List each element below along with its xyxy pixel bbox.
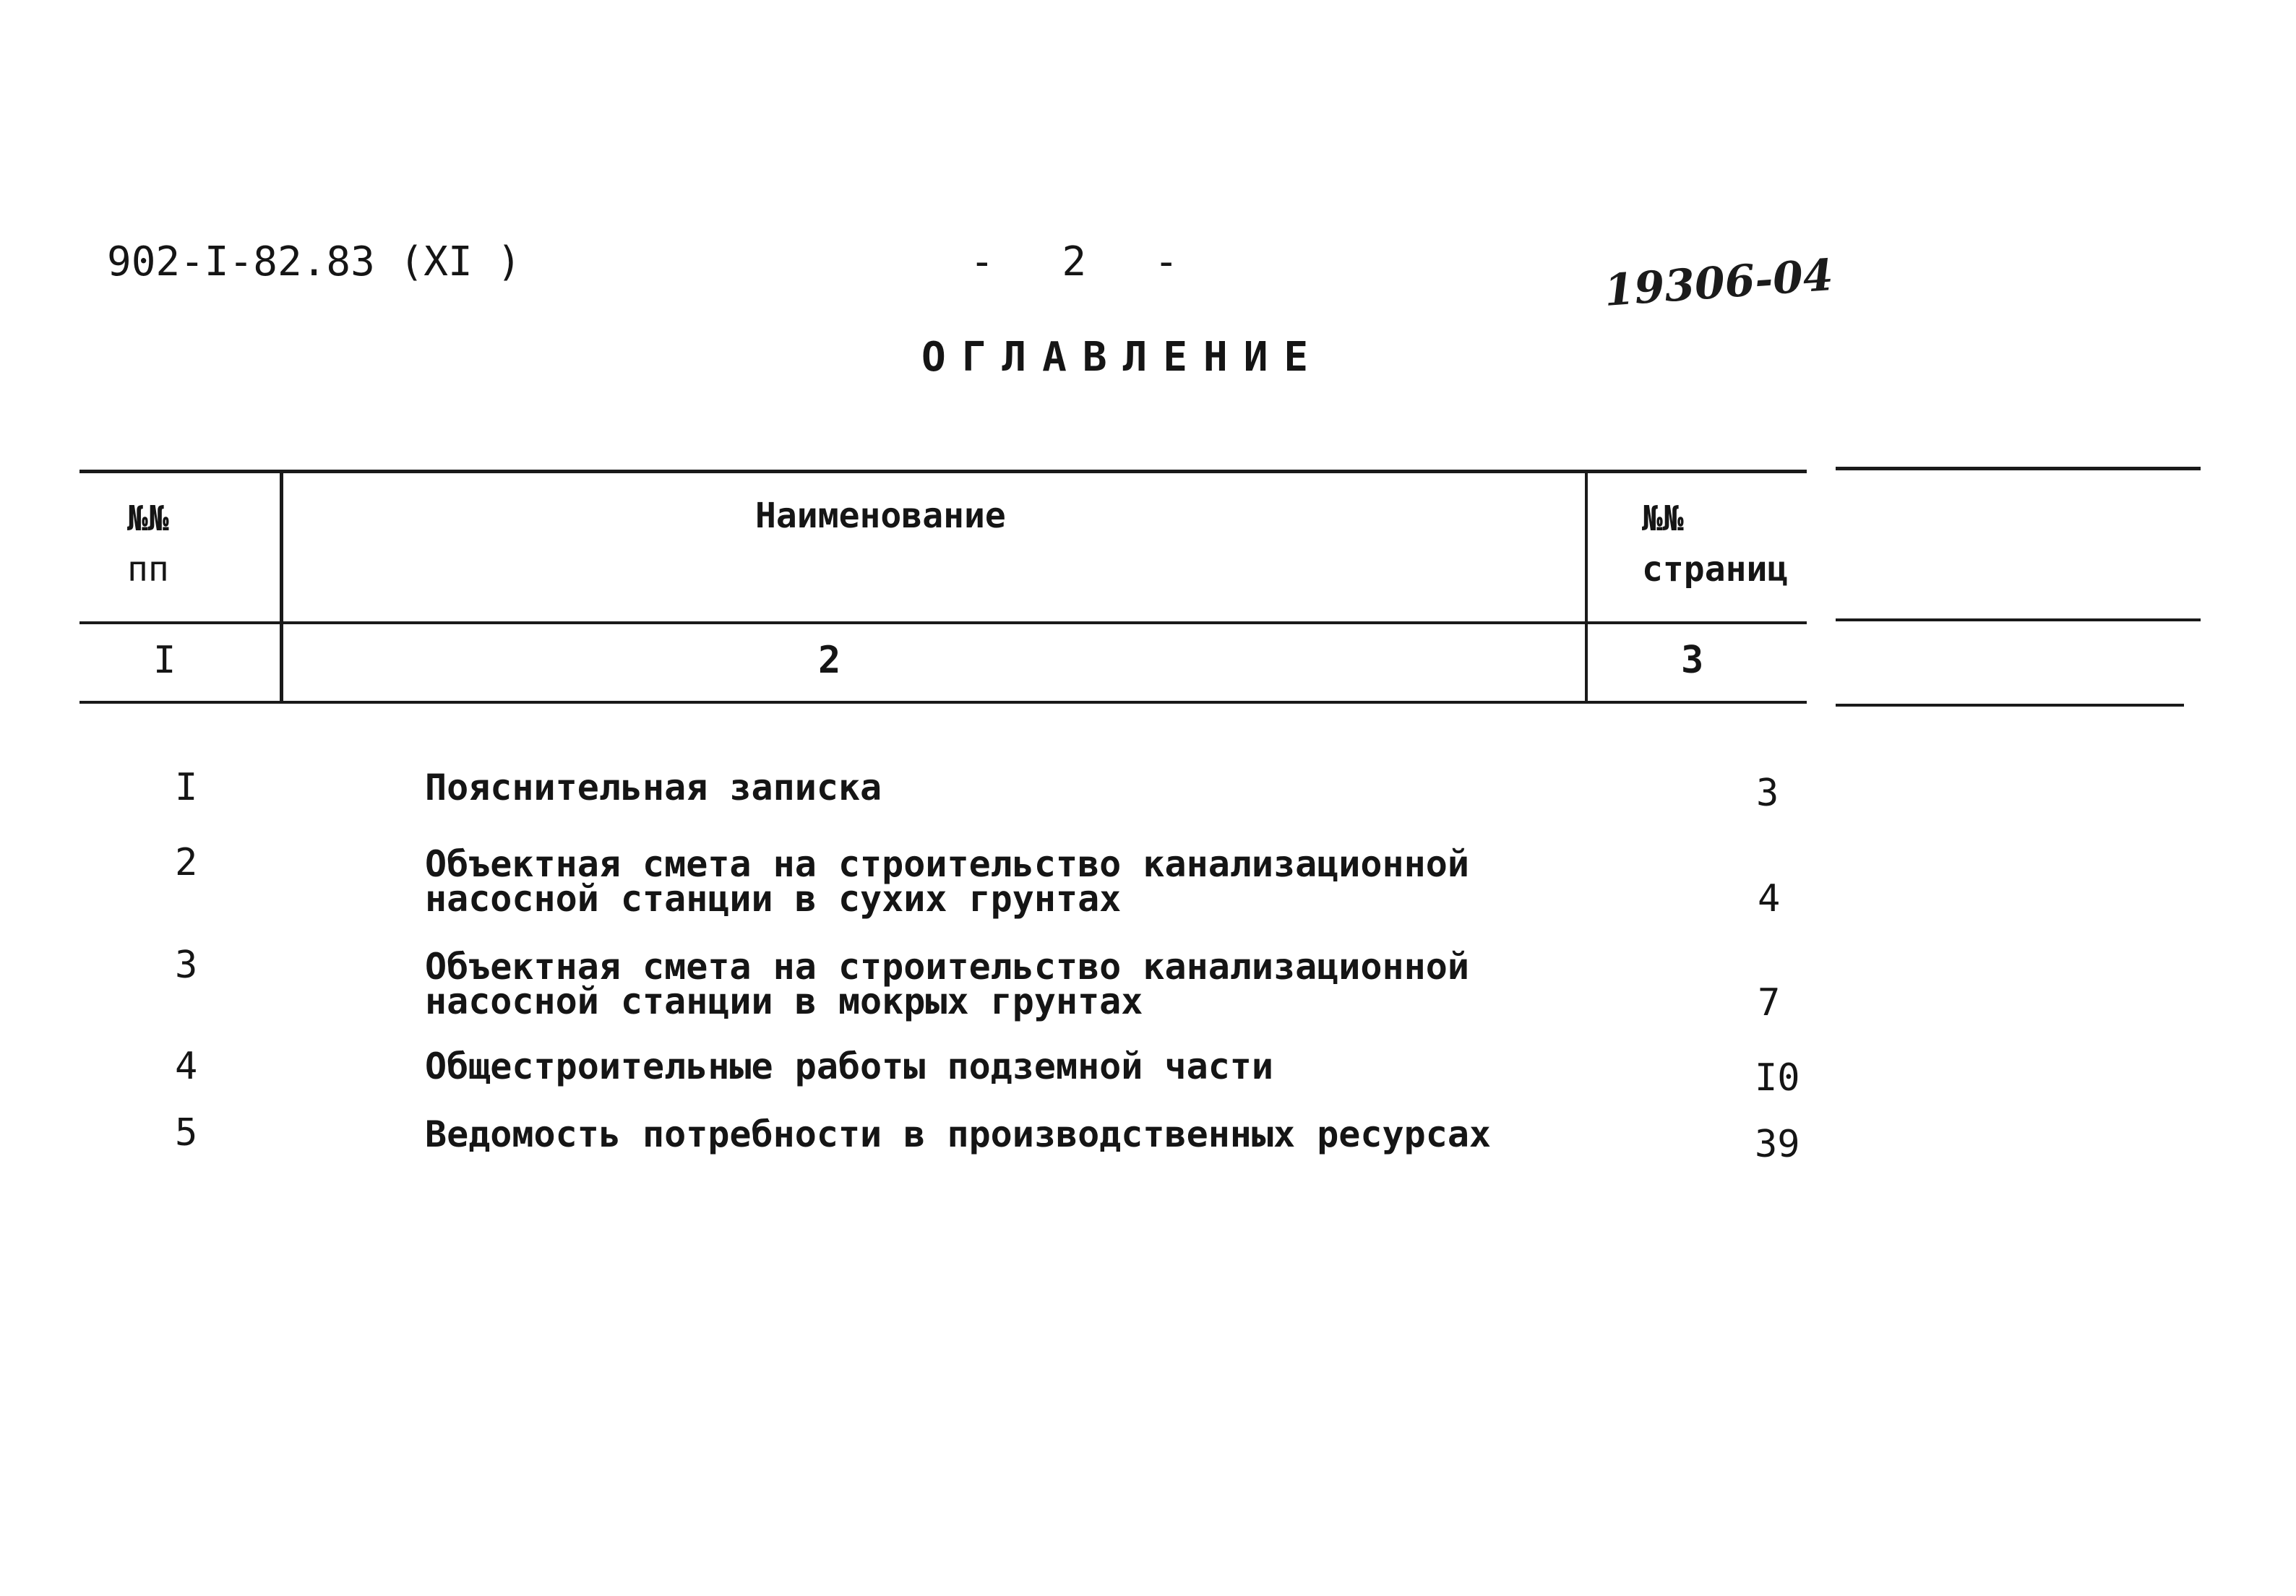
row-page: 39	[1755, 1123, 1800, 1166]
table-bottom-rule	[79, 701, 1807, 704]
row-number: 5	[175, 1111, 198, 1155]
row-number: 2	[175, 841, 198, 884]
table-top-rule-ext	[1836, 467, 2201, 470]
row-page: 7	[1758, 981, 1781, 1025]
row-title-line1: Объектная смета на строительство канализационной	[425, 843, 1469, 885]
page-number: - 2 -	[970, 238, 1200, 285]
row-number: I	[175, 766, 198, 809]
page-title: ОГЛАВЛЕНИЕ	[921, 334, 1325, 381]
document-code: 902-I-82.83 (XI )	[107, 238, 522, 285]
header-col-pages-line2: страниц	[1642, 549, 1789, 590]
row-title: Ведомость потребности в производственных ресурсах	[425, 1113, 1492, 1155]
row-page: 4	[1758, 877, 1781, 920]
table-col-divider-1	[280, 470, 283, 704]
row-number: 3	[175, 944, 198, 987]
table-col-divider-2	[1585, 470, 1588, 704]
header-col-pages-line1: №№	[1642, 499, 1684, 539]
table-header-rule-ext	[1836, 618, 2201, 621]
table-header-rule	[79, 621, 1807, 624]
row-title-line2: насосной станции в сухих грунтах	[425, 878, 1122, 920]
table-top-rule	[79, 470, 1807, 473]
row-title-line1: Объектная смета на строительство канализационной	[425, 946, 1469, 988]
row-page: I0	[1755, 1056, 1800, 1100]
header-col-name: Наименование	[755, 496, 1006, 536]
row-title: Пояснительная записка	[425, 767, 882, 808]
header-col-no-line2: пп	[127, 549, 169, 590]
column-number-1: I	[153, 639, 176, 682]
table-bottom-rule-ext	[1836, 704, 2184, 707]
row-number: 4	[175, 1045, 198, 1088]
row-title-line2: насосной станции в мокрых грунтах	[425, 980, 1143, 1022]
row-page: 3	[1756, 772, 1779, 815]
column-number-2: 2	[818, 639, 841, 682]
column-number-3: 3	[1681, 639, 1704, 682]
header-col-no-line1: №№	[127, 499, 169, 539]
handwritten-note: 19306-04	[1602, 249, 1835, 316]
row-title: Общестроительные работы подземной части	[425, 1045, 1273, 1087]
